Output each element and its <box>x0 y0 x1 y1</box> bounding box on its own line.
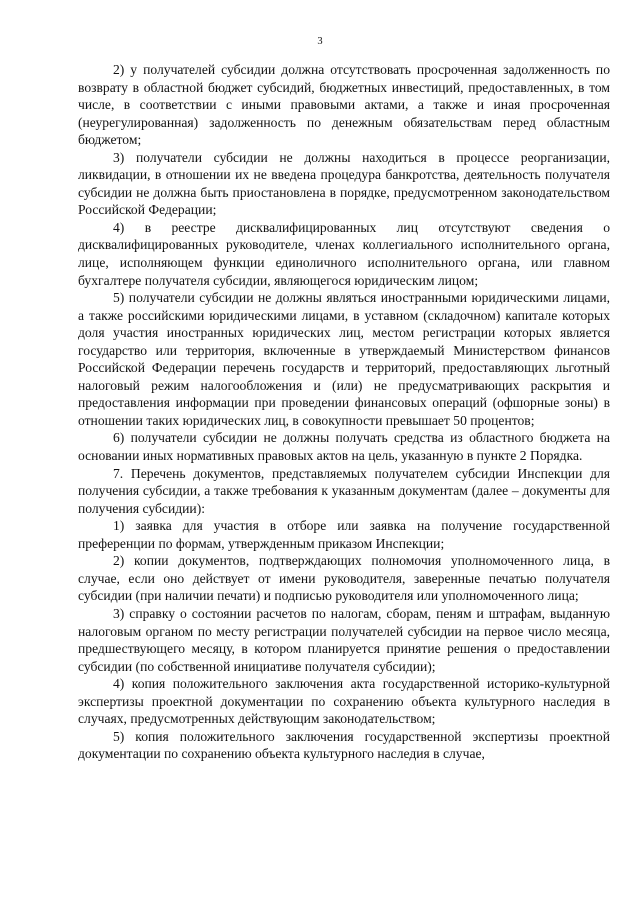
paragraph-item-5: 5) получатели субсидии не должны являться иностранными юридическими лицами, а также российскими юридическими лицами, в уставном (складочном) капитале которых доля участия иностранных юридических лиц, местом регистрации которых является государство или территория, включенные в утверждаемый Министерством финансов Российской Федерации перечень государств и территорий, предоставляющих льготный налоговый режим налогообложения и (или) не предусматривающих раскрытия и предоставления информации при проведении финансовых операций (офшорные зоны) в отношении таких юридических лиц, в совокупности превышает 50 процентов; <box>78 290 610 428</box>
paragraph-doc-item-1: 1) заявка для участия в отборе или заявка на получение государственной преференции по формам, утвержденным приказом Инспекции; <box>78 518 610 551</box>
paragraph-doc-item-3: 3) справку о состоянии расчетов по налогам, сборам, пеням и штрафам, выданную налоговым органом по месту регистрации получателей субсидии на первое число месяца, предшествующего месяцу, в котором планируется принятие решения о предоставлении субсидии (по собственной инициативе получателя субсидии); <box>78 605 610 674</box>
paragraph-doc-item-2: 2) копии документов, подтверждающих полномочия уполномоченного лица, в случае, если оно действует от имени руководителя, заверенные печатью получателя субсидии (при наличии печати) и подписью руководителя или уполномоченного лица; <box>78 553 610 604</box>
paragraph-item-4: 4) в реестре дисквалифицированных лиц отсутствуют сведения о дисквалифицированных руководителе, членах коллегиального исполнительного органа, лице, исполняющем функции единоличного исполнительного органа, или главном бухгалтере получателя субсидии, являющегося юридическим лицом; <box>78 219 610 288</box>
paragraph-item-3: 3) получатели субсидии не должны находиться в процессе реорганизации, ликвидации, в отношении их не введена процедура банкротства, деятельность получателя субсидии не должна быть приостановлена в порядке, предусмотренном законодательством Российской Федерации; <box>78 149 610 218</box>
paragraph-item-6: 6) получатели субсидии не должны получать средства из областного бюджета на основании иных нормативных правовых актов на цель, указанную в пункте 2 Порядка. <box>78 430 610 464</box>
paragraph-doc-item-4: 4) копия положительного заключения акта государственной историко-культурной экспертизы проектной документации по сохранению объекта культурного наследия в случаях, предусмотренных действующим законодательством; <box>78 676 610 727</box>
document-body <box>78 61 610 763</box>
paragraph-doc-item-5: 5) копия положительного заключения государственной экспертизы проектной документации по сохранению объекта культурного наследия в случае, <box>78 728 610 762</box>
page-number: 3 <box>317 36 323 47</box>
paragraph-item-2: 2) у получателей субсидии должна отсутствовать просроченная задолженность по возврату в областной бюджет субсидий, бюджетных инвестиций, предоставленных, в том числе, в соответствии с иными правовыми актами, а также и иная просроченная (неурегулированная) задолженность по денежным обязательствам перед областным бюджетом; <box>78 62 610 148</box>
paragraph-section-7: 7. Перечень документов, представляемых получателем субсидии Инспекции для получения субсидии, а также требования к указанным документам (далее – документы для получения субсидии): <box>78 465 610 516</box>
